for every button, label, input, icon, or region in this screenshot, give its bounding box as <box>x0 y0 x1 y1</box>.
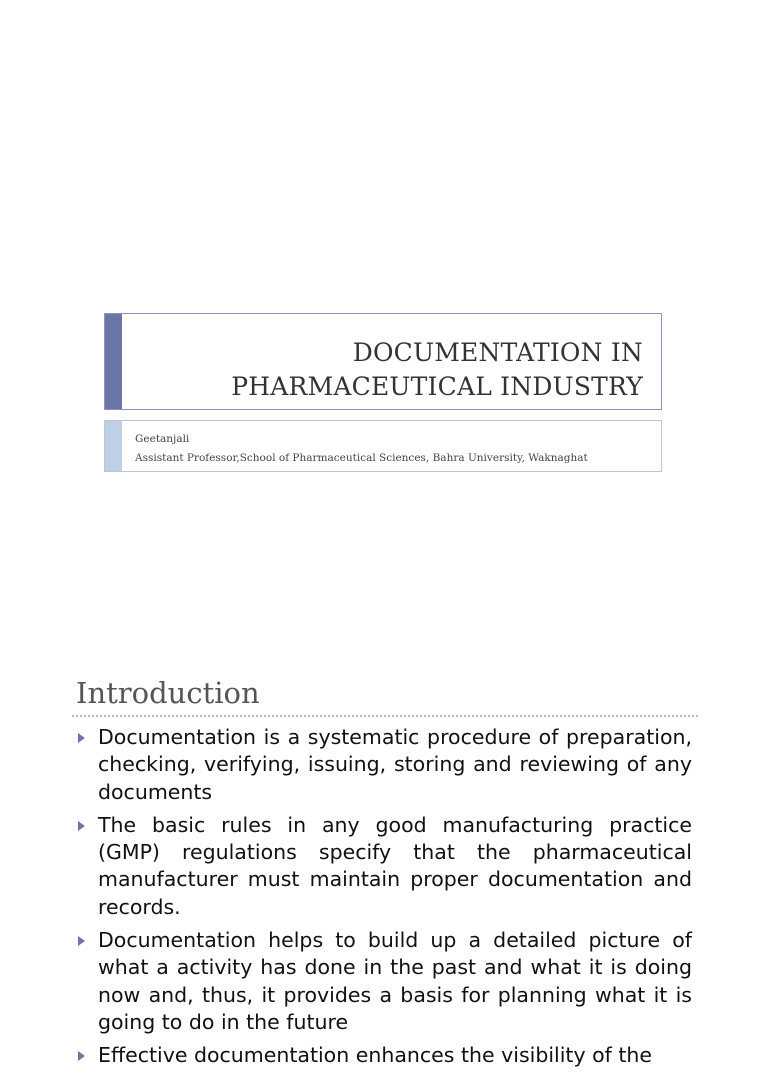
bullet-text: Documentation helps to build up a detailed picture of what a activity has done in the past and what it is doing now and, thus, it provides a basis for planning what it is going to do in the future <box>98 928 692 1034</box>
bullet-text: The basic rules in any good manufacturing practice (GMP) regulations specify that the pharmaceutical manufacturer must maintain proper documentation and records. <box>98 812 692 919</box>
subtitle-accent-bar <box>105 421 122 471</box>
right-triangle-bullet-icon <box>78 1051 85 1061</box>
right-triangle-bullet-icon <box>78 936 85 946</box>
right-triangle-bullet-icon <box>78 733 85 743</box>
slide-title-line-2: PHARMACEUTICAL INDUSTRY <box>231 372 643 401</box>
subtitle <box>135 430 588 468</box>
bullet-item <box>76 812 692 921</box>
bullet-text: Documentation is a systematic procedure of preparation, checking, verifying, issuing, storing and reviewing of any documents <box>98 725 692 804</box>
heading-divider <box>72 715 698 717</box>
slide-title-line-1: DOCUMENTATION IN <box>352 338 643 367</box>
slide-title <box>231 336 643 404</box>
author-affiliation: Assistant Professor,School of Pharmaceutical Sciences, Bahra University, Waknaghat <box>135 452 588 464</box>
author-name: Geetanjali <box>135 433 190 445</box>
bullet-list <box>76 724 692 1076</box>
title-box <box>104 313 662 410</box>
title-accent-bar <box>105 314 122 409</box>
intro-heading: Introduction <box>76 676 260 710</box>
bullet-item <box>76 724 692 806</box>
bullet-item <box>76 927 692 1036</box>
right-triangle-bullet-icon <box>78 821 85 831</box>
bullet-item <box>76 1042 692 1069</box>
subtitle-box <box>104 420 662 472</box>
bullet-text: Effective documentation enhances the visibility of the <box>98 1043 653 1068</box>
